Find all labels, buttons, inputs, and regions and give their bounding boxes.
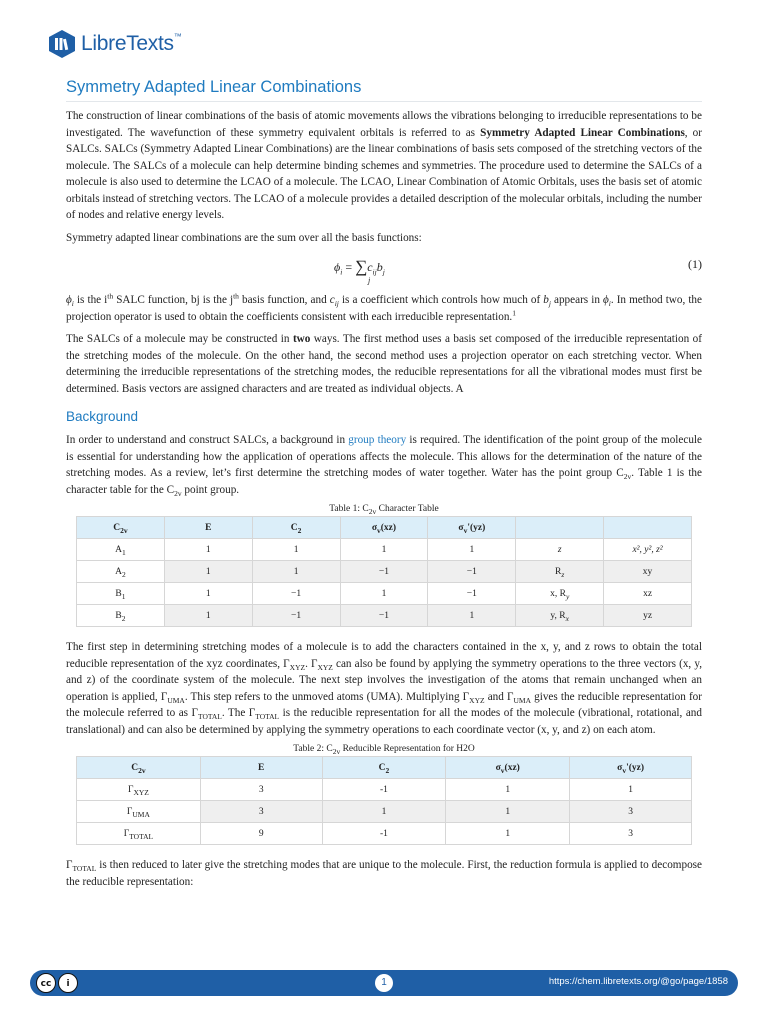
table-cell: 1 bbox=[446, 779, 570, 801]
table-cell: x, $R_y$ bbox=[516, 583, 604, 605]
table-cell: 1 bbox=[446, 823, 570, 845]
table-row bbox=[77, 605, 692, 627]
table-cell: z bbox=[516, 539, 604, 561]
libretexts-logo-icon bbox=[47, 29, 77, 59]
row-label: $\Gamma_{UMA}$ bbox=[77, 801, 201, 823]
table-cell: y, $R_x$ bbox=[516, 605, 604, 627]
row-label: $\Gamma_{TOTAL}$ bbox=[77, 823, 201, 845]
table-cell: 1 bbox=[164, 605, 252, 627]
table-cell: x², y², z² bbox=[604, 539, 692, 561]
table-cell: 1 bbox=[570, 779, 692, 801]
table-cell: 3 bbox=[570, 823, 692, 845]
salc-formula: $\phi_i = \sum c_{ij}b_j$ j bbox=[334, 257, 385, 285]
header-cell: $\sigma_v'(yz)$ bbox=[570, 757, 692, 779]
row-label: $\Gamma_{XYZ}$ bbox=[77, 779, 201, 801]
table-row bbox=[77, 561, 692, 583]
reducible-representation-table bbox=[76, 756, 692, 845]
table-row bbox=[77, 779, 692, 801]
point-group-header: $C_{2v}$ bbox=[77, 757, 201, 779]
table-cell: 3 bbox=[200, 801, 322, 823]
header-cell: $\sigma_v(xz)$ bbox=[446, 757, 570, 779]
table-cell: −1 bbox=[428, 583, 516, 605]
header-cell: $\sigma_v'(yz)$ bbox=[428, 517, 516, 539]
row-label: $B_2$ bbox=[77, 605, 165, 627]
table-cell: 9 bbox=[200, 823, 322, 845]
header-cell bbox=[516, 517, 604, 539]
table-cell: -1 bbox=[322, 779, 446, 801]
table-cell: −1 bbox=[428, 561, 516, 583]
table-row bbox=[77, 801, 692, 823]
table1-caption: Table 1: $C_{2v}$ Character Table bbox=[329, 504, 439, 516]
table-cell: 1 bbox=[164, 561, 252, 583]
license-badge[interactable] bbox=[36, 973, 78, 993]
table-cell: 1 bbox=[340, 539, 428, 561]
equation-number: (1) bbox=[688, 257, 702, 271]
page-footer bbox=[30, 970, 738, 996]
table-cell: 1 bbox=[164, 583, 252, 605]
methods-paragraph: The SALCs of a molecule may be constructed in two ways. The first method uses a basis set composed of the irreducible representation of the stretching modes of the molecule. On the other hand, the second method uses a projection operator on each stretching vector. When determining the irreducible representations of the stretching modes, the reducible representations for all the vibrational modes must first be determined. Basis vectors are assigned characters and are treated as individual objects. A bbox=[66, 333, 702, 395]
header-cell: E bbox=[164, 517, 252, 539]
definition-paragraph: $\phi_i$ is the $i^{th}$ SALC function, bj is the $j^{th}$ basis function, and $c_{ij}$ is a coefficient which controls how much of $b_j$ appears in $\phi_i$. In method two, the projection operator is used to obtain the coefficients consistent with each irreducible representation.$^1$ bbox=[66, 291, 702, 323]
table-cell: 1 bbox=[164, 539, 252, 561]
table-cell: −1 bbox=[340, 561, 428, 583]
header-cell: $C_2$ bbox=[322, 757, 446, 779]
reduction-paragraph: $\Gamma_{TOTAL}$ is then reduced to later give the stretching modes that are unique to the molecule. First, the reduction formula is applied to decompose the reducible representation: bbox=[66, 859, 702, 888]
libretexts-logo[interactable] bbox=[47, 27, 181, 61]
table-cell: xz bbox=[604, 583, 692, 605]
table-cell: 1 bbox=[252, 561, 340, 583]
character-table bbox=[76, 516, 692, 627]
footnote-ref[interactable]: 1 bbox=[512, 307, 516, 317]
table-cell: 1 bbox=[340, 583, 428, 605]
table-cell: 3 bbox=[200, 779, 322, 801]
group-theory-link[interactable]: group theory bbox=[348, 434, 407, 446]
table-cell: 1 bbox=[446, 801, 570, 823]
table-cell: yz bbox=[604, 605, 692, 627]
table-cell: 1 bbox=[252, 539, 340, 561]
header-cell bbox=[604, 517, 692, 539]
header-cell: $C_2$ bbox=[252, 517, 340, 539]
table-row bbox=[77, 823, 692, 845]
creative-commons-icon: cc bbox=[36, 973, 56, 993]
point-group-header: $C_{2v}$ bbox=[77, 517, 165, 539]
table-cell: $R_z$ bbox=[516, 561, 604, 583]
libretexts-wordmark: LibreTexts™ bbox=[81, 32, 182, 55]
table-cell: -1 bbox=[322, 823, 446, 845]
page-content bbox=[66, 78, 702, 896]
equation-1 bbox=[66, 252, 702, 288]
table-cell: xy bbox=[604, 561, 692, 583]
table-cell: 1 bbox=[428, 539, 516, 561]
table-row bbox=[77, 583, 692, 605]
page-url[interactable]: https://chem.libretexts.org/@go/page/1858 bbox=[548, 976, 728, 987]
header-cell: $\sigma_v(xz)$ bbox=[340, 517, 428, 539]
table2-caption: Table 2: $C_{2v}$ Reducible Representation for H2O bbox=[293, 744, 475, 756]
table-cell: −1 bbox=[340, 605, 428, 627]
row-label: $B_1$ bbox=[77, 583, 165, 605]
table-cell: −1 bbox=[252, 605, 340, 627]
intro-paragraph: The construction of linear combinations of the basis of atomic movements allows the vibrations belonging to irreducible representations to be investigated. The wavefunction of these symmetry equivalent orbitals is referred to as Symmetry Adapted Linear Combinations, or SALCs. SALCs (Symmetry Adapted Linear Combinations) are the linear combinations of basis sets composed of the stretching vectors of the molecule. The SALCs of a molecule can help determine binding schemes and symmetries. The procedure used to determine the SALCs of a molecule is also used to determine the LCAO of a molecule. The LCAO, Linear Combination of Atomic Orbitals, uses the basis set of atomic orbitals instead of stretching vectors. The LCAO of a molecule provides a detailed description of the molecular orbitals, including the number of nodes and relative energy levels. bbox=[66, 110, 703, 221]
sum-intro-paragraph: Symmetry adapted linear combinations are the sum over all the basis functions: bbox=[66, 231, 422, 244]
reducible-paragraph: The first step in determining stretching modes of a molecule is to add the characters contained in the x, y, and z rows to obtain the total reducible representation of the xyz coordinates, $\Gamma_{XYZ}$. $\Gamma_{XYZ}$ can also be found by applying the symmetry operations to the three vectors (x, y, and z) of the coordinate system of the molecule. The next step involves the investigation of the atoms that remain unchanged when an operation is applied, $\Gamma_{UMA}$. This step refers to the unmoved atoms (UMA). Multiplying $\Gamma_{XYZ}$ and $\Gamma_{UMA}$ gives the reducible representation for the molecule referred to as $\Gamma_{TOTAL}$. The $\Gamma_{TOTAL}$ is the reducible representation for all the modes of the molecule (vibrational, rotational, and translational) and can also be determined by applying the symmetry operations to each coordinate vector (x, y, and z) on each atom. bbox=[66, 641, 702, 736]
attribution-icon: i bbox=[58, 973, 78, 993]
background-paragraph: In order to understand and construct SALCs, a background in group theory is required. The identification of the point group of the molecule is essential for understanding how the application of operations affects the molecule. This allows for the determination of the nature of the stretching modes. As a review, let’s first determine the stretching modes of water together. Water has the point group $C_{2v}$. Table 1 is the character table for the $C_{2v}$ point group. bbox=[66, 434, 702, 498]
table-cell: −1 bbox=[252, 583, 340, 605]
page-number: 1 bbox=[375, 974, 393, 992]
header-cell: E bbox=[200, 757, 322, 779]
row-label: $A_1$ bbox=[77, 539, 165, 561]
section-background-heading: Background bbox=[66, 409, 139, 424]
table-row bbox=[77, 539, 692, 561]
table-header-row bbox=[77, 517, 692, 539]
table-cell: 1 bbox=[428, 605, 516, 627]
page-title: Symmetry Adapted Linear Combinations bbox=[66, 78, 702, 102]
table-cell: 1 bbox=[322, 801, 446, 823]
row-label: $A_2$ bbox=[77, 561, 165, 583]
table-header-row bbox=[77, 757, 692, 779]
table-cell: 3 bbox=[570, 801, 692, 823]
